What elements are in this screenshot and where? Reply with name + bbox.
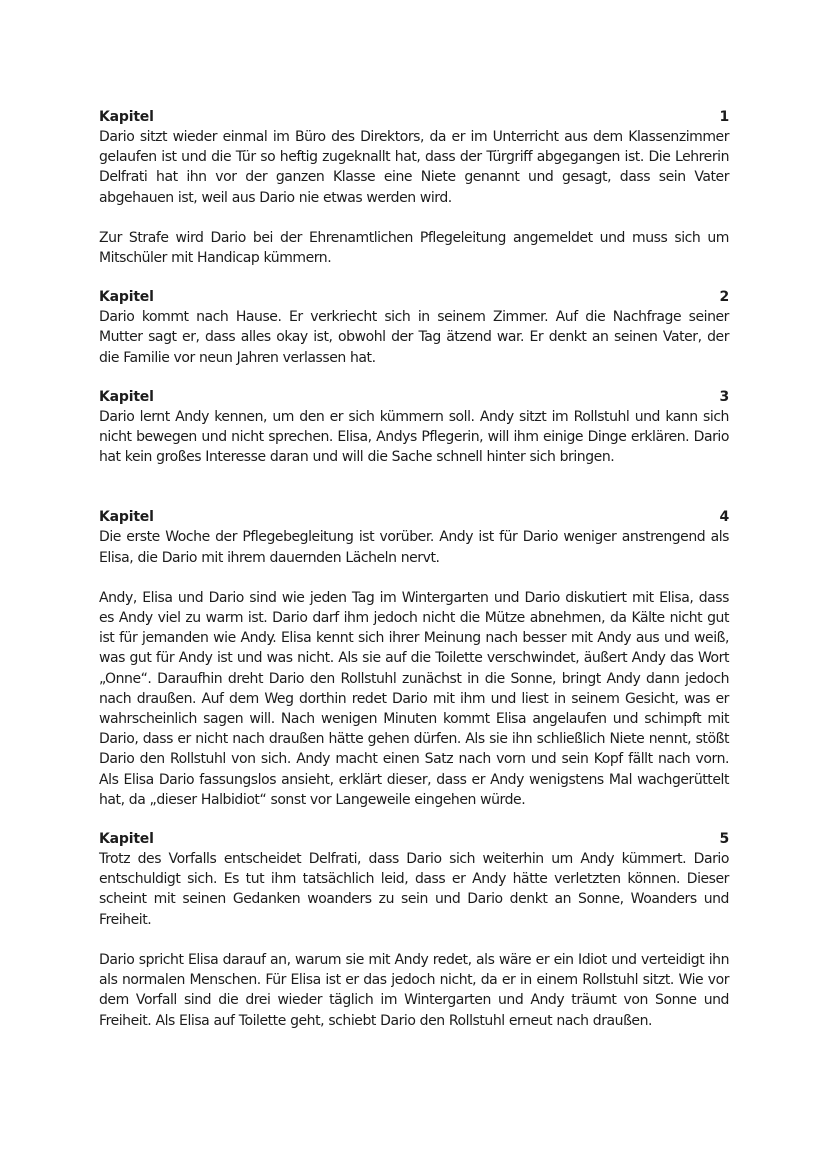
chapter-paragraph: Andy, Elisa und Dario sind wie jeden Tag im Wintergarten und Dario diskutiert mit Elisa, dass es Andy viel zu warm ist. Dario darf ihm jedoch nicht die Mütze abnehmen, da Kälte nicht gut ist für jemanden wie Andy. Elisa kennt sich ihrer Meinung nach besser mit Andy aus und weiß, was gut für Andy ist und was nicht. Als sie auf die Toilette verschwindet, äußert Andy das Wort „Onne“. Daraufhin dreht Dario den Rollstuhl zunächst in die Sonne, bringt Andy dann jedoch nach draußen. Auf dem Weg dorthin redet Dario mit ihm und liest in seinem Gesicht, was er wahrscheinlich sagen will. Nach wenigen Minuten kommt Elisa angelaufen und schimpft mit Dario, dass er nicht nach draußen hätte gehen dürfen. Als sie ihn schließlich Niete nennt, stößt Dario den Rollstuhl von sich. Andy macht einen Satz nach vorn und sein Kopf fällt nach vorn. Als Elisa Dario fassungslos ansieht, erklärt dieser, dass er Andy wenigstens Mal wachgerüttelt hat, da „dieser Halbidiot“ sonst vor Langeweile eingehen würde.: [99, 589, 729, 808]
chapter-heading-label: Kapitel: [99, 289, 154, 306]
chapter-number: 3: [719, 388, 729, 405]
chapter-heading: [99, 108, 729, 127]
chapter-heading-label: Kapitel: [99, 509, 154, 526]
chapter-heading-label: Kapitel: [99, 831, 154, 848]
document-page: [99, 108, 729, 1031]
chapter-heading: [99, 288, 729, 307]
chapter-number: 4: [719, 509, 729, 526]
chapter-heading-label: Kapitel: [99, 109, 154, 125]
chapter-heading: [99, 388, 729, 407]
chapter-paragraph: Dario sitzt wieder einmal im Büro des Direktors, da er im Unterricht aus dem Klassenzimmer gelaufen ist und die Tür so heftig zugeknallt hat, dass der Türgriff abgegangen ist. Die Lehrerin Delfrati hat ihn vor der ganzen Klasse eine Niete genannt und gesagt, dass sein Vater abgehauen ist, weil aus Dario nie etwas werden wird.: [99, 129, 729, 206]
chapter-number: 1: [719, 109, 729, 125]
chapter-paragraph: Zur Strafe wird Dario bei der Ehrenamtlichen Pflegeleitung angemeldet und muss sich um Mitschüler mit Handicap kümmern.: [99, 229, 729, 267]
chapter-heading-label: Kapitel: [99, 388, 154, 405]
chapter-paragraph: Die erste Woche der Pflegebegleitung ist vorüber. Andy ist für Dario weniger anstrengend als Elisa, die Dario mit ihrem dauernden Lächeln nervt.: [99, 529, 729, 566]
chapter-paragraph: Dario lernt Andy kennen, um den er sich kümmern soll. Andy sitzt im Rollstuhl und kann sich nicht bewegen und nicht sprechen. Elisa, Andys Pflegerin, will ihm einige Dinge erklären. Dario hat kein großes Interesse daran und will die Sache schnell hinter sich bringen.: [99, 408, 729, 466]
chapter-heading: [99, 830, 729, 849]
chapter-paragraph: Dario kommt nach Hause. Er verkriecht sich in seinem Zimmer. Auf die Nachfrage seiner Mutter sagt er, dass alles okay ist, obwohl der Tag ätzend war. Er denkt an seinen Vater, der die Familie vor neun Jahren verlassen hat.: [99, 309, 729, 366]
chapter-paragraph: Trotz des Vorfalls entscheidet Delfrati, dass Dario sich weiterhin um Andy kümmert. Dario entschuldigt sich. Es tut ihm tatsächlich leid, dass er Andy hätte verletzten können. Dieser scheint mit seinen Gedanken woanders zu sein und Dario denkt an Sonne, Woanders und Freiheit.: [99, 851, 729, 928]
chapter-number: 5: [719, 831, 729, 848]
chapter-heading: [99, 508, 729, 527]
chapter-number: 2: [719, 289, 729, 306]
chapter-paragraph: Dario spricht Elisa darauf an, warum sie mit Andy redet, als wäre er ein Idiot und verteidigt ihn als normalen Menschen. Für Elisa ist er das jedoch nicht, da er in einem Rollstuhl sitzt. Wie vor dem Vorfall sind die drei wieder täglich im Wintergarten und Andy träumt von Sonne und Freiheit. Als Elisa auf Toilette geht, schiebt Dario den Rollstuhl erneut nach draußen.: [99, 951, 729, 1029]
